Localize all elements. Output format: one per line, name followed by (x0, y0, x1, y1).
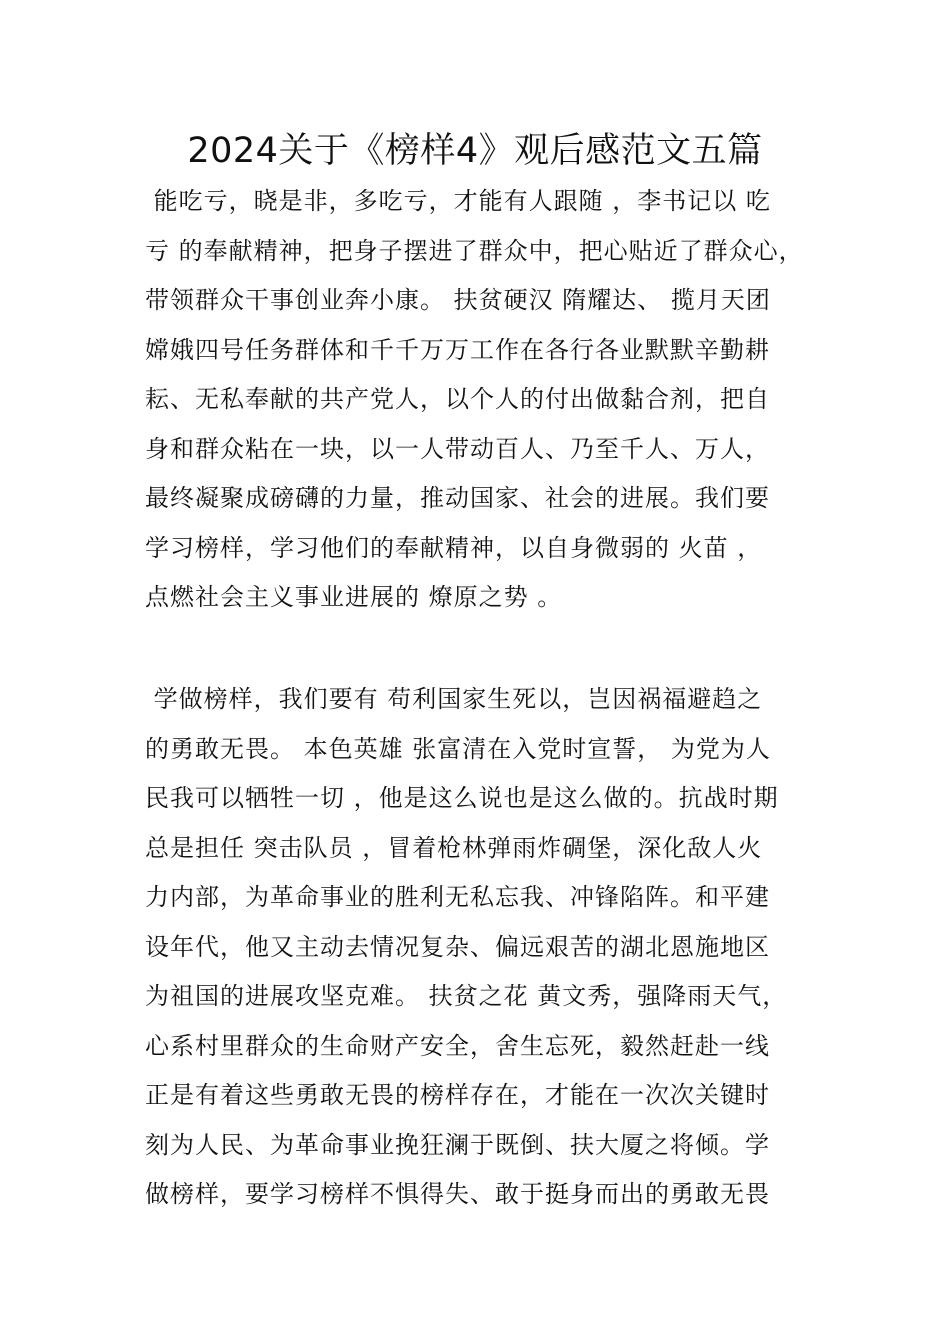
text-line: 的勇敢无畏。 本色英雄 张富清在入党时宣誓， 为党为人 (145, 734, 771, 763)
text-line: 刻为人民、为革命事业挽狂澜于既倒、扶大厦之将倾。学 (145, 1130, 770, 1159)
text-line: 正是有着这些勇敢无畏的榜样存在，才能在一次次关键时 (145, 1081, 770, 1109)
document-title: 2024关于《榜样4》观后感范文五篇 (187, 131, 763, 171)
text-line: 耘、无私奉献的共产党人，以个人的付出做黏合剂，把自 (145, 385, 770, 413)
text-line: 最终凝聚成磅礴的力量，推动国家、社会的进展。我们要 (145, 484, 770, 512)
text-line: 设年代，他又主动去情况复杂、偏远艰苦的湖北恩施地区 (145, 932, 770, 961)
paragraph-1 (145, 177, 845, 623)
text-line: 力内部，为革命事业的胜利无私忘我、冲锋陷阵。和平建 (145, 883, 770, 911)
text-line: 学做榜样，我们要有 苟利国家生死以，岂因祸福避趋之 (145, 685, 763, 713)
text-line: 嫦娥四号任务群体和千千万万工作在各行各业默默辛勤耕 (145, 335, 770, 364)
text-line: 带领群众干事创业奔小康。 扶贫硬汉 隋耀达、 揽月天团 (145, 286, 771, 314)
text-line: 总是担任 突击队员 ，冒着枪林弹雨炸碉堡，深化敌人火 (145, 833, 763, 862)
text-line: 心系村里群众的生命财产安全，舍生忘死，毅然赶赴一线 (145, 1031, 770, 1060)
text-line: 点燃社会主义事业进展的 燎原之势 。 (145, 583, 563, 611)
text-line: 为祖国的进展攻坚克难。 扶贫之花 黄文秀，强降雨天气， (145, 982, 788, 1010)
paragraph-2 (145, 675, 845, 1220)
text-line: 能吃亏，晓是非，多吃亏，才能有人跟随 ，李书记以 吃 (145, 187, 771, 215)
text-line: 身和群众粘在一块，以一人带动百人、乃至千人、万人， (145, 434, 770, 463)
text-line: 做榜样，要学习榜样不惧得失、敢于挺身而出的勇敢无畏 (145, 1180, 770, 1208)
text-line: 学习榜样，学习他们的奉献精神，以自身微弱的 火苗 ， (145, 533, 763, 562)
text-line: 民我可以牺牲一切 ，他是这么说也是这么做的。抗战时期 (145, 784, 779, 812)
text-line: 亏 的奉献精神，把身子摆进了群众中，把心贴近了群众心， (145, 236, 804, 265)
